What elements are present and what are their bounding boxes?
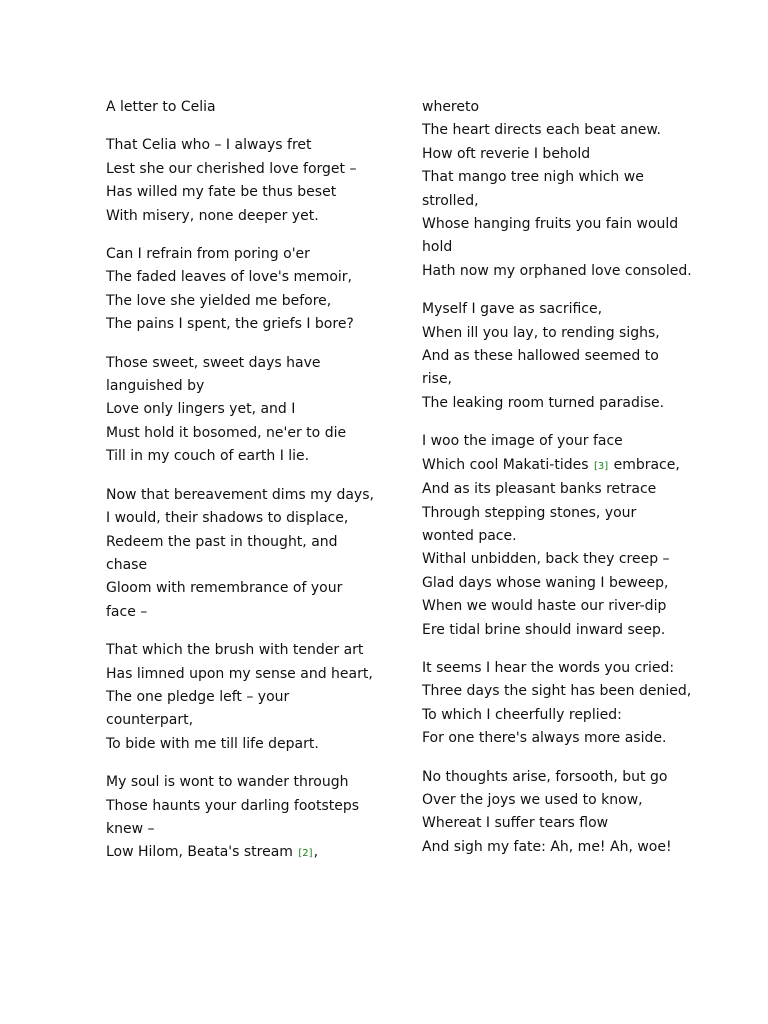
stanza-5 — [106, 639, 376, 756]
verse-line: To which I cheerfully replied: — [422, 706, 622, 723]
stanza-7 — [422, 96, 692, 283]
verse-line: No thoughts arise, forsooth, but go — [422, 768, 668, 785]
verse-line: Myself I gave as sacrifice, — [422, 301, 603, 318]
verse-line: When we would haste our river-dip — [422, 598, 667, 615]
verse-line: Glad days whose waning I beweep, — [422, 574, 669, 591]
verse-line: And sigh my fate: Ah, me! Ah, woe! — [422, 838, 672, 855]
verse-text: embrace, — [609, 456, 680, 473]
verse-line: Gloom with remembrance of your face – — [106, 580, 343, 620]
verse-line: Now that bereavement dims my days, — [106, 486, 374, 503]
verse-line: I woo the image of your face — [422, 433, 623, 450]
stanza-10 — [422, 657, 692, 751]
verse-text: Which cool Makati-tides — [422, 456, 593, 473]
verse-line: Three days the sight has been denied, — [422, 683, 692, 700]
poem-title: A letter to Celia — [106, 99, 216, 115]
left-column — [106, 96, 376, 881]
stanza-2 — [106, 243, 376, 337]
verse-line-with-footnote — [106, 841, 376, 865]
verse-line: Love only lingers yet, and I — [106, 401, 296, 418]
footnote-link-3[interactable]: [3] — [593, 460, 609, 472]
verse-line: Has willed my fate be thus beset — [106, 184, 337, 201]
verse-line: I would, their shadows to displace, — [106, 510, 349, 527]
verse-line: My soul is wont to wander through — [106, 774, 349, 791]
verse-line: Those haunts your darling footsteps knew – — [106, 797, 360, 837]
verse-line: Whose hanging fruits you fain would hold — [422, 216, 679, 256]
verse-line: Withal unbidden, back they creep – — [422, 551, 670, 568]
footnote-link-2[interactable]: [2] — [298, 848, 313, 860]
verse-line: Through stepping stones, your wonted pace. — [422, 504, 637, 544]
verse-line: And as its pleasant banks retrace — [422, 481, 657, 498]
verse-line: How oft reverie I behold — [422, 145, 591, 162]
verse-line: Lest she our cherished love forget – — [106, 160, 357, 177]
verse-text: Low Hilom, Beata's stream — [106, 844, 298, 861]
verse-line: whereto — [422, 99, 480, 115]
verse-line: Till in my couch of earth I lie. — [106, 448, 310, 465]
verse-line: Can I refrain from poring o'er — [106, 246, 310, 263]
verse-line: That which the brush with tender art — [106, 642, 364, 659]
verse-line: Redeem the past in thought, and chase — [106, 533, 338, 573]
stanza-8 — [422, 298, 692, 415]
stanza-11 — [422, 766, 692, 860]
verse-line: It seems I hear the words you cried: — [422, 659, 675, 676]
stanza-6 — [106, 771, 376, 866]
stanza-4 — [106, 484, 376, 624]
verse-line: The one pledge left – your counterpart, — [106, 688, 290, 729]
stanza-9 — [422, 430, 692, 642]
verse-line: That Celia who – I always fret — [106, 137, 312, 154]
verse-line: With misery, none deeper yet. — [106, 207, 319, 224]
verse-line: Hath now my orphaned love consoled. — [422, 262, 692, 279]
verse-line: The heart directs each beat anew. — [422, 122, 661, 139]
verse-punct: , — [313, 844, 319, 861]
verse-line-with-footnote — [422, 454, 692, 478]
verse-line: Over the joys we used to know, — [422, 791, 643, 808]
verse-line: Those sweet, sweet days have languished by — [106, 354, 321, 395]
verse-line: And as these hallowed seemed to rise, — [422, 348, 659, 388]
verse-line: The pains I spent, the griefs I bore? — [106, 316, 354, 333]
verse-line: Ere tidal brine should inward seep. — [422, 621, 666, 638]
verse-line: Must hold it bosomed, ne'er to die — [106, 424, 347, 441]
verse-line: Whereat I suffer tears flow — [422, 815, 609, 832]
verse-line: Has limned upon my sense and heart, — [106, 665, 373, 682]
stanza-1 — [106, 134, 376, 228]
verse-line: The leaking room turned paradise. — [422, 394, 665, 411]
verse-line: To bide with me till life depart. — [106, 735, 319, 752]
verse-line: The love she yielded me before, — [106, 292, 332, 309]
stanza-3 — [106, 352, 376, 469]
verse-line: That mango tree nigh which we strolled, — [422, 169, 644, 209]
right-column — [422, 96, 692, 874]
verse-line: The faded leaves of love's memoir, — [106, 269, 352, 286]
verse-line: When ill you lay, to rending sighs, — [422, 324, 660, 341]
verse-line: For one there's always more aside. — [422, 730, 667, 747]
